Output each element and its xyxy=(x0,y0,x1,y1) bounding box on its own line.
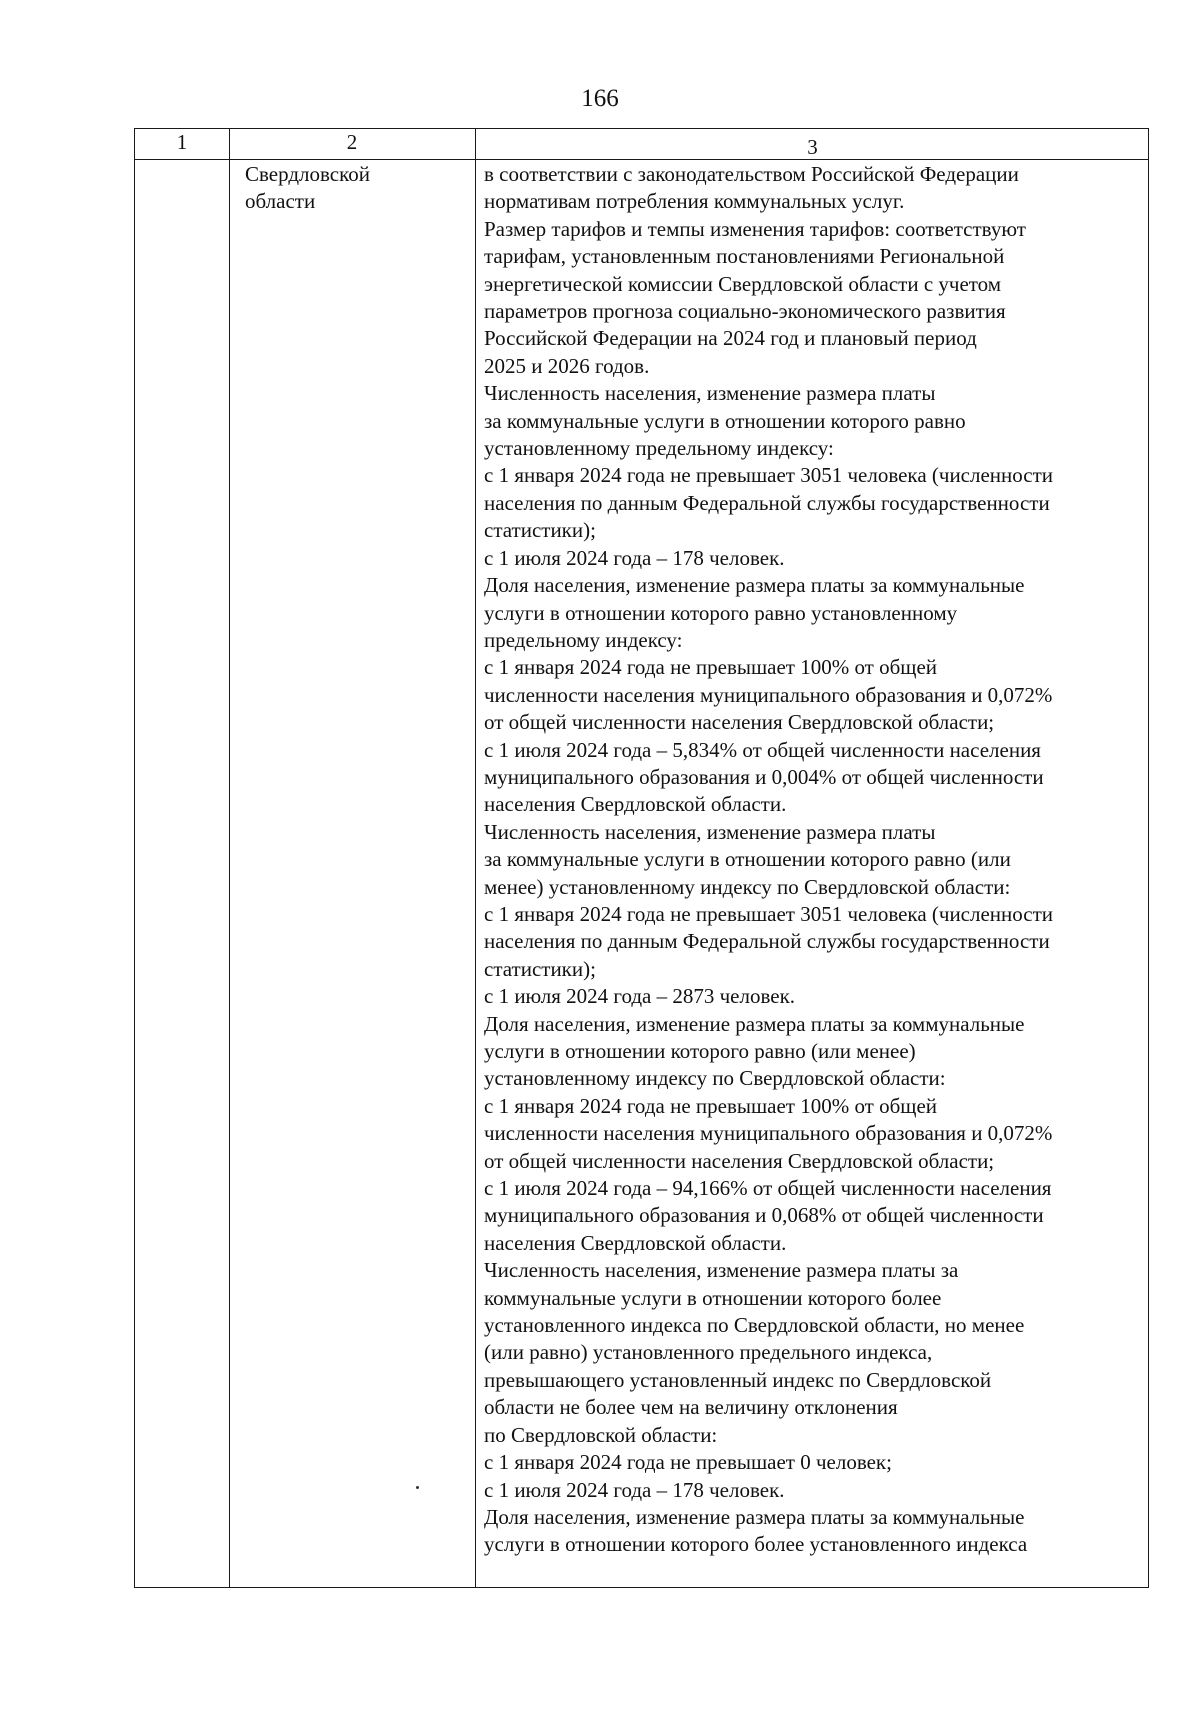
description-line: Доля населения, изменение размера платы за коммунальные xyxy=(484,1504,1025,1529)
description-line: с 1 января 2024 года не превышает 100% от общей xyxy=(484,655,938,680)
description-line: за коммунальные услуги в отношении которого равно xyxy=(484,408,966,433)
description-line: с 1 июля 2024 года – 178 человек. xyxy=(484,545,785,570)
description-line: Российской Федерации на 2024 год и плановый период xyxy=(484,326,977,351)
region-cell xyxy=(245,161,465,216)
description-line: превышающего установленный индекс по Свердловской xyxy=(484,1367,992,1392)
description-cell xyxy=(484,161,1150,1559)
description-line: населения по данным Федеральной службы государственности xyxy=(484,929,1050,954)
description-line: с 1 июля 2024 года – 94,166% от общей численности населения xyxy=(484,1176,1052,1201)
description-line: установленному индексу по Свердловской области: xyxy=(484,1066,946,1091)
column-header-3: 3 xyxy=(807,135,818,159)
description-line: предельному индексу: xyxy=(484,627,683,652)
description-line: численности населения муниципального образования и 0,072% xyxy=(484,1121,1053,1146)
column-divider-2 xyxy=(475,129,476,1587)
description-line: услуги в отношении которого более установленного индекса xyxy=(484,1532,1028,1557)
description-line: параметров прогноза социально-экономического развития xyxy=(484,299,1006,324)
description-line: населения Свердловской области. xyxy=(484,1230,787,1255)
description-line: области не более чем на величину отклонения xyxy=(484,1395,898,1420)
description-line: с 1 июля 2024 года – 2873 человек. xyxy=(484,984,796,1009)
description-line: услуги в отношении которого равно (или менее) xyxy=(484,1039,916,1063)
description-line: с 1 июля 2024 года – 5,834% от общей численности населения xyxy=(484,737,1041,762)
description-line: населения по данным Федеральной службы государственности xyxy=(484,490,1050,515)
description-line: Численность населения, изменение размера платы xyxy=(484,819,936,844)
description-line: Численность населения, изменение размера платы xyxy=(484,381,936,406)
description-line: коммунальные услуги в отношении которого более xyxy=(484,1285,942,1310)
description-line: в соответствии с законодательством Российской Федерации xyxy=(484,162,1019,186)
description-line: установленному предельному индексу: xyxy=(484,436,834,461)
description-line: Доля населения, изменение размера платы за коммунальные xyxy=(484,1011,1025,1036)
description-line: за коммунальные услуги в отношении которого равно (или xyxy=(484,847,1011,872)
region-line: Свердловской xyxy=(245,162,370,186)
description-line: установленного индекса по Свердловской области, но менее xyxy=(484,1313,1025,1338)
region-line: области xyxy=(245,189,316,214)
description-line: с 1 января 2024 года не превышает 3051 человека (численности xyxy=(484,463,1054,488)
description-line: статистики); xyxy=(484,956,596,981)
column-divider-1 xyxy=(229,129,230,1587)
description-line: нормативам потребления коммунальных услуг. xyxy=(484,189,905,214)
description-line: численности населения муниципального образования и 0,072% xyxy=(484,682,1053,707)
description-line: с 1 января 2024 года не превышает 100% от общей xyxy=(484,1093,938,1118)
description-line: от общей численности населения Свердловской области; xyxy=(484,710,995,735)
description-line: с 1 июля 2024 года – 178 человек. xyxy=(484,1477,785,1502)
document-table xyxy=(134,128,1149,1588)
description-line: Размер тарифов и темпы изменения тарифов: соответствуют xyxy=(484,216,1026,241)
description-line: менее) установленному индексу по Свердловской области: xyxy=(484,874,1011,899)
column-header-1: 1 xyxy=(176,130,188,154)
page-number: 166 xyxy=(581,85,619,112)
description-line: муниципального образования и 0,068% от общей численности xyxy=(484,1203,1044,1228)
description-line: статистики); xyxy=(484,518,596,543)
scan-speck xyxy=(416,1486,419,1489)
description-line: энергетической комиссии Свердловской области с учетом xyxy=(484,271,1002,296)
description-line: 2025 и 2026 годов. xyxy=(484,353,650,378)
description-line: Численность населения, изменение размера платы за xyxy=(484,1258,959,1283)
description-line: с 1 января 2024 года не превышает 0 человек; xyxy=(484,1450,892,1475)
description-line: тарифам, установленным постановлениями Региональной xyxy=(484,244,1005,269)
description-line: Доля населения, изменение размера платы за коммунальные xyxy=(484,573,1025,598)
description-line: (или равно) установленного предельного индекса, xyxy=(484,1340,933,1365)
description-line: с 1 января 2024 года не превышает 3051 человека (численности xyxy=(484,901,1054,926)
description-line: муниципального образования и 0,004% от общей численности xyxy=(484,764,1044,789)
column-header-2: 2 xyxy=(346,130,358,154)
description-line: услуги в отношении которого равно установленному xyxy=(484,600,958,625)
description-line: от общей численности населения Свердловской области; xyxy=(484,1148,995,1173)
description-line: по Свердловской области: xyxy=(484,1422,718,1447)
description-line: населения Свердловской области. xyxy=(484,792,787,817)
